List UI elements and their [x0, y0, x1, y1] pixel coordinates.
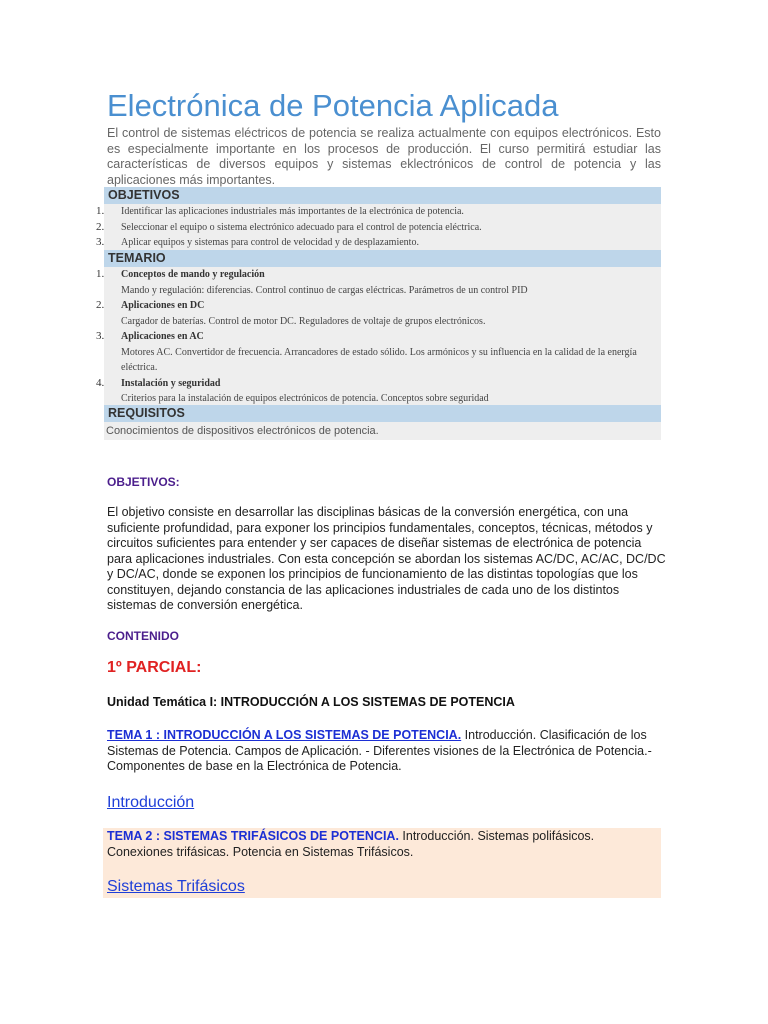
list-item: 4. Instalación y seguridad Criterios para la instalación de equipos electrónicos de potencia. Conceptos sobre seguridad	[96, 376, 489, 404]
objetivos-box	[96, 187, 661, 251]
page-title: Electrónica de Potencia Aplicada	[107, 88, 559, 123]
list-item: 2. Aplicaciones en DC Cargador de baterías. Control de motor DC. Reguladores de voltaje de grupos electrónicos.	[96, 299, 486, 327]
intro-paragraph: El control de sistemas eléctricos de potencia se realiza actualmente con equipos electrónicos. Esto es especialmente importante en los procesos de producción. El curso permitirá estudiar las características de diversos equipos y sistemas eklectrónicos de control de potencia y las aplicaciones más importantes.	[107, 126, 661, 187]
introduccion-link[interactable]: Introducción	[107, 794, 195, 811]
requisitos-heading: REQUISITOS	[104, 405, 661, 422]
list-item: 1. Identificar las aplicaciones industriales más importantes de la electrónica de potencia.	[96, 205, 464, 217]
list-item: 1. Conceptos de mando y regulación Mando y regulación: diferencias. Control continuo de cargas eléctricas. Parámetros de un control PID	[96, 268, 528, 296]
parcial-heading: 1º PARCIAL:	[107, 659, 202, 676]
tema2-label: TEMA 2 : SISTEMAS TRIFÁSICOS DE POTENCIA.	[107, 829, 399, 843]
objetivos-section-heading: OBJETIVOS:	[107, 475, 180, 489]
unidad-heading: Unidad Temática I: INTRODUCCIÓN A LOS SISTEMAS DE POTENCIA	[107, 695, 515, 709]
tema1-link[interactable]: TEMA 1 : INTRODUCCIÓN A LOS SISTEMAS DE POTENCIA.	[107, 728, 462, 742]
tema1-text: Introducción. Clasificación de los Sistemas de Potencia. Campos de Aplicación. - Diferentes visiones de la Electrónica de Potencia.- Componentes de base en la Electrónica de Potencia.	[107, 728, 652, 773]
objetivos-list	[96, 204, 661, 251]
temario-box	[96, 250, 661, 407]
temario-list	[96, 267, 661, 407]
contenido-heading: CONTENIDO	[107, 629, 179, 643]
sistemas-trifasicos-link[interactable]: Sistemas Trifásicos	[107, 878, 245, 895]
tema2-text: Introducción. Sistemas polifásicos. Conexiones trifásicas. Potencia en Sistemas Trifásicos.	[107, 829, 595, 859]
objetivos-section-text: El objetivo consiste en desarrollar las disciplinas básicas de la conversión energética, con una suficiente profundidad, para exponer los principios fundamentales, conceptos, técnicas, métodos y circuitos suficientes para entender y ser capaces de diseñar sistemas de electrónica de potencia para aplicaciones industriales. Con esta concepción se abordan los sistemas AC/DC, AC/AC, DC/DC y DC/AC, donde se exponen los principios de funcionamiento de las distintas topologías que los constituyen, dejando constancia de las aplicaciones industriales de cada uno de los distintos sistemas de conversión energética.	[107, 505, 666, 612]
objetivos-heading: OBJETIVOS	[104, 187, 661, 204]
temario-heading: TEMARIO	[104, 250, 661, 267]
requisitos-box	[104, 405, 661, 440]
tema1-paragraph	[107, 728, 665, 775]
list-item: 3. Aplicar equipos y sistemas para control de velocidad y de desplazamiento.	[96, 236, 419, 248]
list-item: 3. Aplicaciones en AC Motores AC. Convertidor de frecuencia. Arrancadores de estado sólido. Los armónicos y su influencia en la calidad de la energía eléctrica.	[96, 330, 637, 373]
requisitos-text: Conocimientos de dispositivos electrónicos de potencia.	[106, 425, 379, 437]
tema2-paragraph	[107, 829, 659, 860]
list-item: 2. Seleccionar el equipo o sistema electrónico adecuado para el control de potencia eléctrica.	[96, 220, 482, 233]
